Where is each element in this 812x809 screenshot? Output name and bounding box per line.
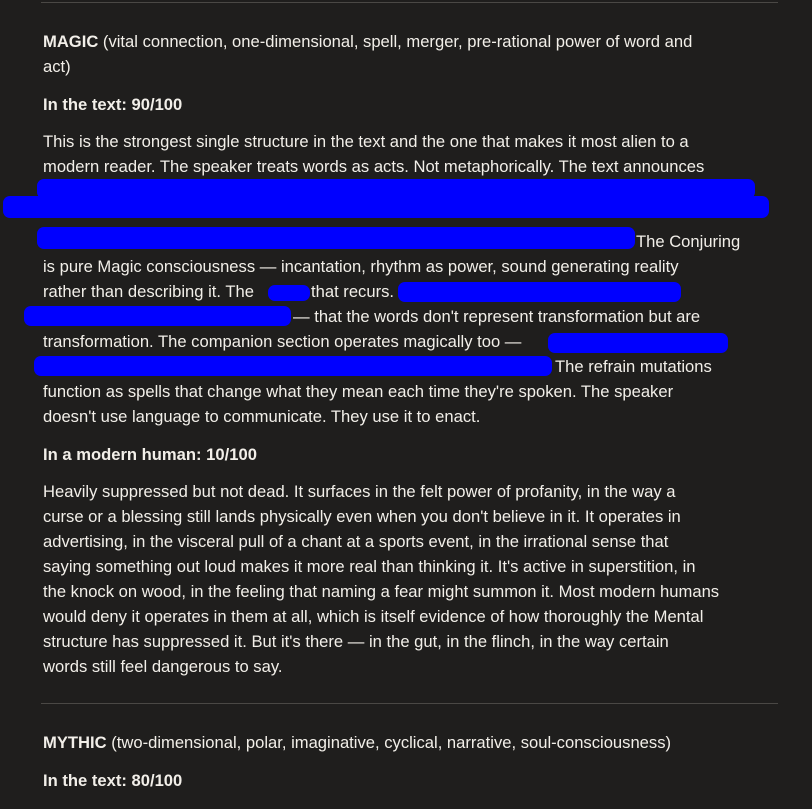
redaction-block [398, 282, 681, 302]
redaction-block [268, 285, 310, 301]
magic-para1-frag: that recurs. [311, 282, 395, 301]
magic-para2-line: saying something out loud makes it more real than thinking it. It's active in superstition, in [43, 557, 696, 576]
magic-heading-desc-cont: act) [43, 57, 71, 76]
redaction-block [3, 196, 769, 218]
top-divider [41, 2, 778, 3]
magic-heading [43, 29, 692, 54]
magic-para1-line: is pure Magic consciousness — incantation, rhythm as power, sound generating reality [43, 257, 679, 276]
magic-para1-conjuring: The Conjuring [636, 232, 741, 251]
magic-para1-frag: The refrain mutations [555, 357, 712, 376]
magic-para1-line [43, 279, 254, 304]
redaction-block [24, 306, 291, 326]
magic-para2-line: words still feel dangerous to say. [43, 657, 283, 676]
magic-para2-line: the knock on wood, in the feeling that naming a fear might summon it. Most modern humans [43, 582, 720, 601]
mythic-heading [43, 730, 671, 755]
magic-para2-line: structure has suppressed it. But it's there — in the gut, in the flinch, in the way certain [43, 632, 669, 651]
mythic-heading-title: MYTHIC [43, 733, 107, 752]
magic-para2-line: would deny it operates in them at all, which is itself evidence of how thoroughly the Mental [43, 607, 704, 626]
mythic-in-text-score: In the text: 80/100 [43, 771, 183, 790]
magic-heading-title: MAGIC [43, 32, 99, 51]
magic-para1-line: doesn't use language to communicate. They use it to enact. [43, 407, 481, 426]
magic-para1-line: transformation. The companion section operates magically too — [43, 332, 522, 351]
magic-para2-line: Heavily suppressed but not dead. It surfaces in the felt power of profanity, in the way a [43, 482, 676, 501]
magic-modern-score: In a modern human: 10/100 [43, 445, 257, 464]
magic-para1-line: function as spells that change what they mean each time they're spoken. The speaker [43, 382, 674, 401]
magic-para2-line: advertising, in the visceral pull of a chant at a sports event, in the irrational sense that [43, 532, 669, 551]
magic-heading-desc: (vital connection, one-dimensional, spell, merger, pre-rational power of word and [98, 32, 693, 51]
magic-para1-frag: rather than describing it. The [43, 282, 254, 301]
redaction-block [37, 227, 635, 249]
section-divider [41, 703, 778, 704]
mythic-heading-desc: (two-dimensional, polar, imaginative, cyclical, narrative, soul-consciousness) [106, 733, 672, 752]
magic-para1-line: modern reader. The speaker treats words as acts. Not metaphorically. The text announces [43, 157, 705, 176]
magic-para2-line: curse or a blessing still lands physically even when you don't believe in it. It operates in [43, 507, 681, 526]
magic-para1-line: This is the strongest single structure in the text and the one that makes it most alien to a [43, 132, 689, 151]
magic-para1-frag: — that the words don't represent transformation but are [293, 307, 701, 326]
magic-in-text-score: In the text: 90/100 [43, 95, 183, 114]
redaction-block [548, 333, 728, 353]
redaction-block [34, 356, 552, 376]
